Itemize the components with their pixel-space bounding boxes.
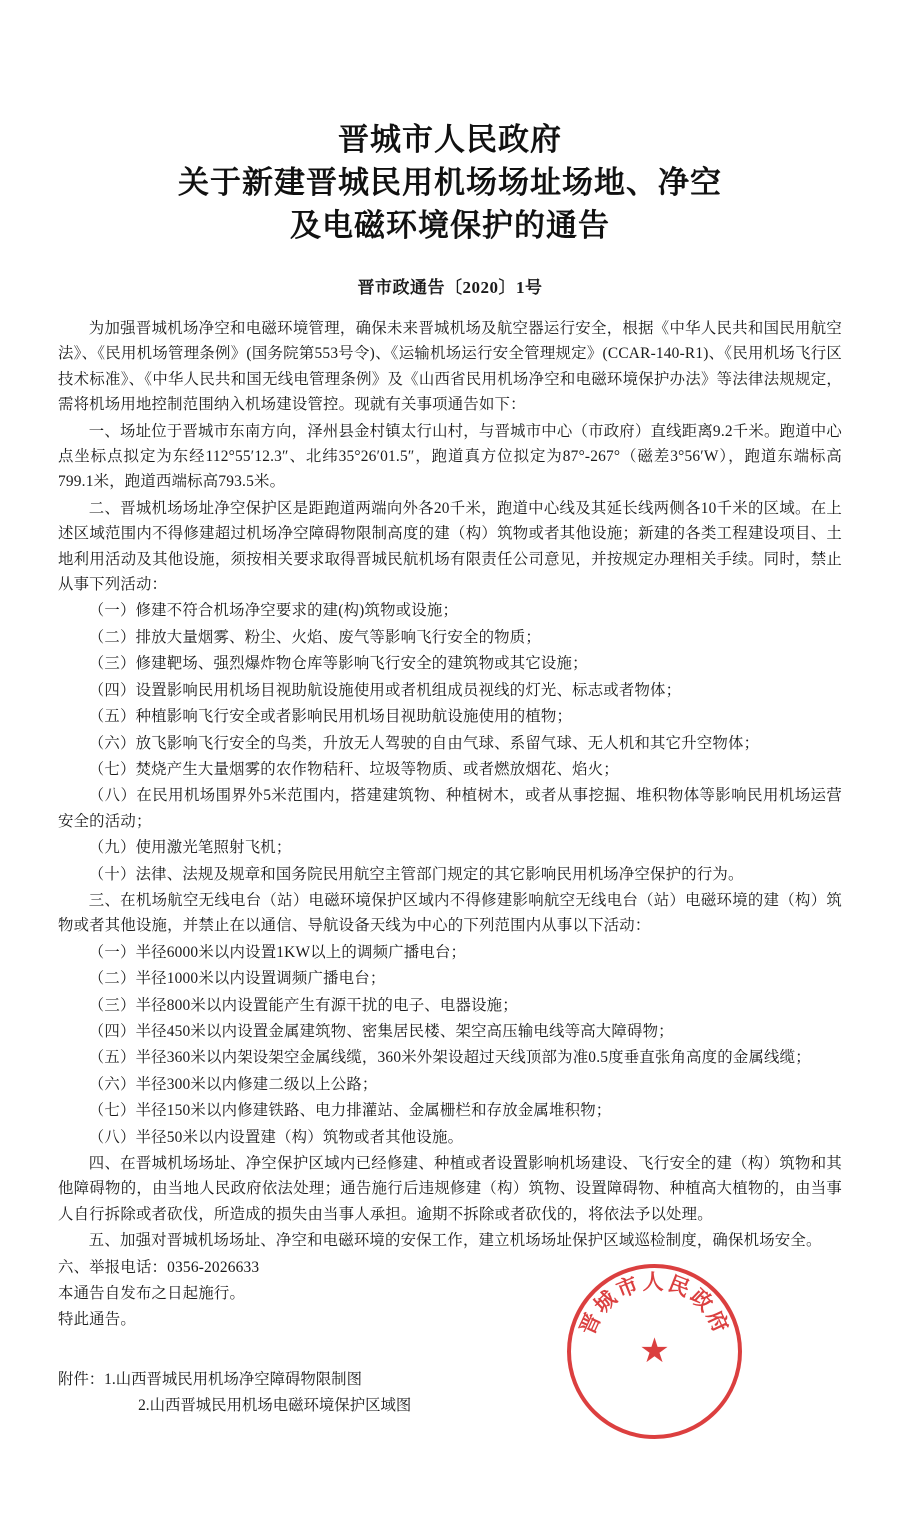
list-item: （二）排放大量烟雾、粉尘、火焰、废气等影响飞行安全的物质； [88,628,541,646]
list-item: （八）半径50米以内设置建（构）筑物或者其他设施。 [88,1128,464,1146]
paragraph-three: 三、在机场航空无线电台（站）电磁环境保护区域内不得修建影响航空无线电台（站）电磁环境的建（构）筑物或者其他设施，并禁止在以通信、导航设备天线为中心的下列范围内从事以下活动： [58,891,842,935]
list-item: （四）设置影响民用机场目视助航设施使用或者机组成员视线的灯光、标志或者物体； [88,681,682,699]
list-item: （一）半径6000米以内设置1KW以上的调频广播电台； [88,943,467,961]
list-item: （四）半径450米以内设置金属建筑物、密集居民楼、架空高压输电线等高大障碍物； [88,1022,674,1040]
list-item: （二）半径1000米以内设置调频广播电台； [88,970,386,988]
list-item: （五）种植影响飞行安全或者影响民用机场目视助航设施使用的植物； [88,708,573,726]
paragraph-two: 二、晋城机场场址净空保护区是距跑道两端向外各20千米，跑道中心线及其延长线两侧各10千米的区域。在上述区域范围内不得修建超过机场净空障碍物限制高度的建（构）筑物或者其他设施；新建的各类工程建设项目、土地利用活动及其他设施，须按相关要求取得晋城民航机场有限责任公司意见，并按规定办理相关手续。同时，禁止从事下列活动： [58,499,842,594]
list-item: （八）在民用机场围界外5米范围内，搭建建筑物、种植树木，或者从事挖掘、堆积物体等影响民用机场运营安全的活动； [58,787,842,830]
closing-notice: 特此通告。 [58,1311,136,1329]
closing-effective-date: 本通告自发布之日起施行。 [58,1285,246,1303]
paragraph-preamble: 为加强晋城机场净空和电磁环境管理，确保未来晋城机场及航空器运行安全，根据《中华人民共和国民用航空法》、《民用机场管理条例》(国务院第553号令)、《运输机场运行安全管理规定》(CCAR-140-R1)、《民用机场飞行区技术标准》、《中华人民共和国无线电管理条例》及《山西省民用机场净空和电磁环境保护办法》等法律法规规定，需将机场用地控制范围纳入机场建设管控。现就有关事项通告如下： [58,320,842,414]
attachment-item: 附件：1.山西晋城民用机场净空障碍物限制图 [58,1370,362,1388]
attachment-item: 2.山西晋城民用机场电磁环境保护区域图 [138,1396,412,1414]
list-item: （七）半径150米以内修建铁路、电力排灌站、金属栅栏和存放金属堆积物； [88,1102,612,1120]
paragraph-four: 四、在晋城机场场址、净空保护区域内已经修建、种植或者设置影响机场建设、飞行安全的建（构）筑物和其他障碍物的，由当地人民政府依法处理；通告施行后违规修建（构）筑物、设置障碍物、种植高大植物的，由当事人自行拆除或者砍伐，所造成的损失由当事人承担。逾期不拆除或者砍伐的，将依法予以处理。 [58,1155,842,1223]
title-line-3: 及电磁环境保护的通告 [290,208,610,243]
list-item: （五）半径360米以内架设架空金属线缆，360米外架设超过天线顶部为准0.5度垂直张角高度的金属线缆； [88,1049,811,1067]
list-item: （十）法律、法规及规章和国务院民用航空主管部门规定的其它影响民用机场净空保护的行为。 [88,865,744,883]
list-item: （六）放飞影响飞行安全的鸟类，升放无人驾驶的自由气球、系留气球、无人机和其它升空物体； [88,734,760,752]
seal-ring [571,1268,738,1435]
title-line-2: 关于新建晋城民用机场场址场地、净空 [178,165,722,200]
star-icon: ★ [639,1332,670,1370]
official-seal [567,1264,742,1439]
svg-text:晋城市人民政府: 晋城市人民政府 [575,1269,734,1339]
document-number: 晋市政通告〔2020〕1号 [357,278,543,297]
list-item: （六）半径300米以内修建二级以上公路； [88,1075,378,1093]
list-item: （七）焚烧产生大量烟雾的农作物秸秆、垃圾等物质、或者燃放烟花、焰火； [88,760,619,778]
list-item: （三）修建靶场、强烈爆炸物仓库等影响飞行安全的建筑物或其它设施； [88,655,588,673]
list-item: （三）半径800米以内设置能产生有源干扰的电子、电器设施； [88,996,518,1014]
paragraph-five: 五、加强对晋城机场场址、净空和电磁环境的安保工作，建立机场场址保护区域巡检制度，确保机场安全。 [88,1232,822,1250]
document-title [58,0,842,247]
list-item: （九）使用激光笔照射飞机； [88,839,292,857]
paragraph-six-hotline: 六、举报电话：0356-2026633 [58,1258,260,1276]
title-line-1: 晋城市人民政府 [338,122,562,157]
paragraph-one: 一、场址位于晋城市东南方向，泽州县金村镇太行山村，与晋城市中心（市政府）直线距离9.2千米。跑道中心点坐标点拟定为东经112°55′12.3″、北纬35°26′01.5″，跑道真方位拟定为87°-267°（磁差3°56′W），跑道东端标高799.1米，跑道西端标高793.5米。 [58,422,842,491]
list-item: （一）修建不符合机场净空要求的建(构)筑物或设施； [88,602,459,620]
document-body [58,316,842,1333]
